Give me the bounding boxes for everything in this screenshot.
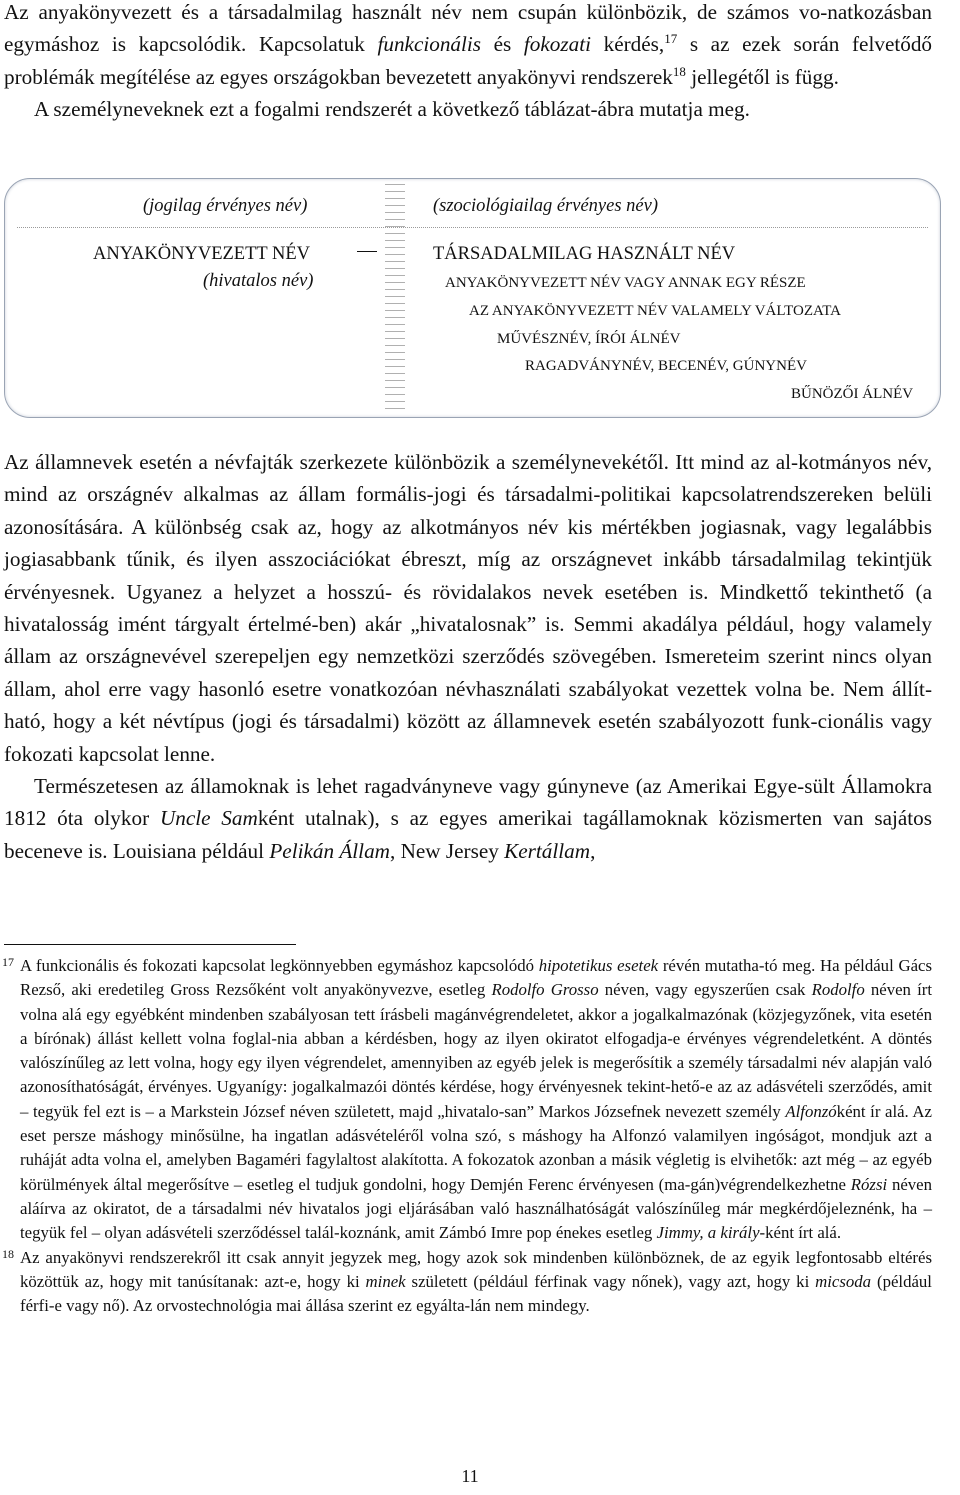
italic-jimmy-a-kiraly: Jimmy, a király (656, 1223, 760, 1243)
italic-rodolfo: Rodolfo (811, 980, 865, 1000)
legal-name-header: (jogilag érvényes név) (143, 196, 308, 216)
intro-text-segment: kérdés, (591, 32, 665, 57)
italic-alfonzo: Alfonzó (785, 1101, 837, 1121)
footnote-text-segment: néven, vagy egyszerűen csak (598, 980, 812, 1000)
name-level-1: ANYAKÖNYVEZETT NÉV VAGY ANNAK EGY RÉSZE (445, 275, 806, 291)
italic-pelikan-allam: Pelikán Állam (269, 838, 390, 863)
footnote-text-segment: A funkcionális és fokozati kapcsolat legkönnyebben egymáshoz kapcsolódó (20, 956, 539, 975)
page-number: 11 (461, 1466, 479, 1486)
intro-text-segment: s az ezek során felvetődő problémák megítélése az egyes országokban bevezetett anyakönyvi rendszerek (4, 32, 933, 89)
footnote-text-segment: született (például férfinak vagy nőnek), vagy azt, hogy ki (405, 1271, 816, 1291)
figure-header-separator (17, 227, 928, 228)
body-text-segment: , (590, 838, 596, 863)
footnote-17 (4, 954, 932, 1246)
footnote-ref-17[interactable]: 17 (664, 31, 678, 47)
italic-minek: minek (365, 1271, 406, 1291)
body-text-segment: ként utalnak), s az egyes amerikai tagállamoknak közismerten van sajátos beceneve is. Louisiana például (4, 806, 933, 863)
italic-term-fokozati: fokozati (523, 32, 592, 57)
official-name-label: (hivatalos név) (203, 271, 314, 291)
footnote-number: 17 (2, 955, 14, 969)
intro-text-segment: és (481, 32, 524, 57)
italic-hipotetikus-esetek: hipotetikus esetek (538, 956, 659, 975)
sociological-name-header: (szociológiailag érvényes név) (433, 196, 659, 216)
nickname-paragraph (4, 770, 932, 867)
registered-name-label: ANYAKÖNYVEZETT NÉV (93, 244, 311, 264)
equivalence-dash (357, 251, 377, 252)
italic-rodolfo-grosso: Rodolfo Grosso (491, 980, 599, 1000)
footnote-text-segment: néven aláírva az okiratot, de a társadalmi név hivatalos jogi eljárásában való használhatóságát valószínűleg már megkérdőjeleznénk, ha – tegyük fel – olyan adásvételi szerződéssel talál-koznánk, amit Zámbó Imre pop énekes esetleg (20, 1174, 933, 1243)
footnote-ref-18[interactable]: 18 (672, 63, 686, 79)
footnote-text-segment: -ként írt alá. (759, 1223, 842, 1243)
name-system-figure (4, 178, 941, 418)
main-text (4, 446, 932, 867)
name-level-4: RAGADVÁNYNÉV, BECENÉV, GÚNYNÉV (525, 358, 807, 374)
intro-text-segment: jellegétől is függ. (685, 64, 839, 89)
footnote-separator (4, 944, 296, 945)
figure-intro-sentence: A személyneveknek ezt a fogalmi rendszerét a következő táblázat-ábra mutatja meg. (34, 97, 750, 122)
name-level-3: MŰVÉSZNÉV, ÍRÓI ÁLNÉV (497, 331, 681, 347)
italic-uncle-sam: Uncle Sam (159, 806, 258, 831)
footnote-text-segment: néven írt volna alá egy egyébként mindenben szabályosan tett írásbeli magánvégrendeletet, akkor a jogalkalmazónak (közjegyzőnek, vita esetén a bírónak) állást kellett volna foglal-nia abban a kérdésben, hogy az ilyen okiratot elfogadja-e érvényes végrendeletként. A döntés valószínűleg az lett volna, hogy egy ilyen végrendelet, amennyiben az egyéb jelek is megerősítik a személy társadalmi név alapján való azonosíthatóságát, érvényes. Ugyanígy: jogalkalmazói döntés kérdése, hogy érvényesnek tekint-hető-e az az adásvételi szerződés, amit – tegyük fel ezt is – a Markstein József néven született, majd „hivatalo-san” Markos Józsefnek nevezett személy (20, 980, 933, 1121)
socially-used-name-label: TÁRSADALMILAG HASZNÁLT NÉV (433, 244, 736, 264)
name-level-2: AZ ANYAKÖNYVEZETT NÉV VALAMELY VÁLTOZATA (469, 303, 842, 319)
intro-text (4, 0, 932, 126)
italic-rozsi: Rózsi (850, 1174, 888, 1194)
body-text-segment: Természetesen az államoknak is lehet ragadványneve vagy gúnyneve (az Amerikai Egye-sült Államokra 1812 óta olykor (4, 774, 932, 831)
footnotes (4, 954, 932, 1318)
body-text-segment: , New Jersey (389, 838, 505, 863)
italic-term-funkcionalis: funkcionális (377, 32, 482, 57)
intro-text-segment: Az anyakönyvezett és a társadalmilag használt név nem csupán különbözik, de számos vo-natkozásban egymáshoz is kapcsolódik. Kapcsolatuk (4, 0, 932, 57)
footnote-text-segment: ként ír alá. Az eset persze máshogy minősülne, ha ingatlan adásvételéről volna szó, s máshogy ha Alfonzó valamilyen ingóságot, mondjuk azt a ruháját adta volna el, amelyben Bagaméri fagylaltost alakította. A fokozatok azonban a másik végletig is elvihetők: azt még – az egyéb körülmények által megerősítve – esetleg el tudjuk gondolni, hogy Demjén Ferenc érvényesen (ma-gán)végrendelkezhetne (20, 1101, 932, 1194)
footnote-18 (4, 1246, 932, 1319)
footnote-text-segment: Az anyakönyvi rendszerekről itt csak annyit jegyzek meg, hogy azok sok mindenben különböznek, de az egyik legfontosabb eltérés közöttük az, hogy mit tanúsítanak: azt-e, hogy ki (20, 1247, 932, 1291)
footnote-number: 18 (2, 1246, 14, 1261)
italic-kertallam: Kertállam (504, 838, 591, 863)
figure-column-divider (385, 181, 405, 413)
footnote-text-segment: (például férfi-e vagy nő). Az orvostechnológia mai állása szerint ez egyálta-lán nem mindegy. (20, 1271, 932, 1316)
italic-micsoda: micsoda (815, 1271, 872, 1291)
state-names-paragraph: Az államnevek esetén a névfajták szerkezete különbözik a személynevekétől. Itt mind az al-kotmányos név, mind az országnév alkalmas az állam formális-jogi és társadalmi-politikai kapcsolatrendszereken belüli azonosítására. A különbség csak az, hogy az alkotmányos név kis mértékben jogiasnak, vagy legalábbis jogiasabbank tűnik, és ilyen asszociációkat ébreszt, míg az országnevet inkább társadalmilag tekintjük érvényesnek. Ugyanez a helyzet a hosszú- és rövidalakos nevek esetében is. Mindkettő tekinthető (a hivatalosság imént tárgyalt értelmé-ben) akár „hivatalosnak” is. Semmi akadálya például, hogy valamely állam az országnevével szerepeljen egy nemzetközi szerződés szövegében. Ismereteim szerint nincs olyan állam, ahol erre vagy hasonló esetre vonatkozóan névhasználati szabályokat vezettek volna be. Nem állít-ható, hogy a két névtípus (jogi és társadalmi) között az államnevek esetén szabályozott funk-cionális vagy fokozati kapcsolat lenne. (4, 450, 932, 766)
intro-paragraph (4, 0, 932, 93)
name-level-5: BŰNÖZŐI ÁLNÉV (791, 386, 914, 402)
footnote-text-segment: révén mutatha-tó meg. Ha például Gács Rezső, aki eredetileg Gross Rezsőként volt anyakönyvezve, esetleg (20, 956, 932, 1000)
